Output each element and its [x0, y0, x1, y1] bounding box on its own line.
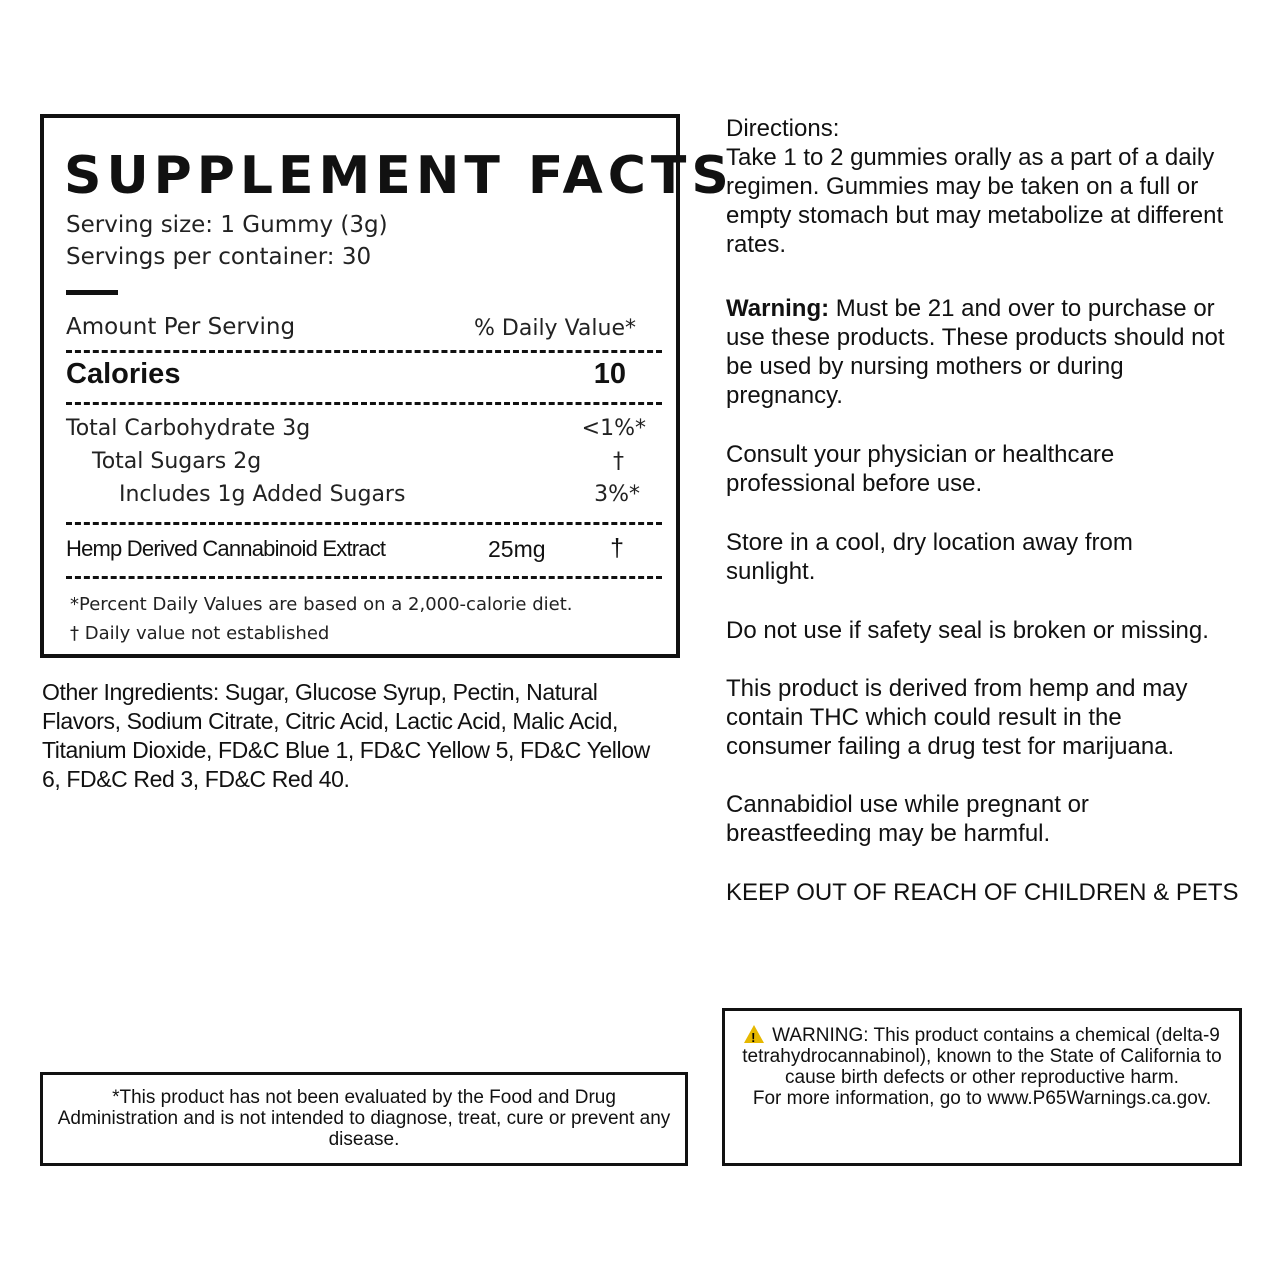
divider [66, 350, 662, 353]
directions-text: Take 1 to 2 gummies orally as a part of a daily regimen. Gummies may be taken on a full or empty stomach but may metabolize at different rates. [726, 144, 1224, 258]
cannabidiol-text: Cannabidiol use while pregnant or breastfeeding may be harmful. [726, 791, 1089, 847]
consult-text: Consult your physician or healthcare professional before use. [726, 441, 1115, 497]
servings-per-container: Servings per container: 30 [66, 244, 372, 270]
safety-seal-text: Do not use if safety seal is broken or missing. [726, 617, 1209, 644]
daily-value-header: % Daily Value* [474, 316, 636, 341]
calories-label: Calories [66, 358, 181, 390]
divider [66, 522, 662, 525]
footnote-not-established: † Daily value not established [70, 623, 330, 644]
storage-notice [726, 528, 1166, 586]
nutrient-dv: 3%* [594, 482, 640, 507]
nutrient-label: Includes 1g Added Sugars [119, 482, 406, 507]
divider [66, 402, 662, 405]
other-ingredients: Other Ingredients: Sugar, Glucose Syrup, Pectin, Natural Flavors, Sodium Citrate, Citric Acid, Lactic Acid, Malic Acid, Titanium Dioxide, FD&C Blue 1, FD&C Yellow 5, FD&C Yellow 6, FD&C Red 3, FD&C Red 40. [42, 679, 650, 792]
directions-section [726, 114, 1246, 259]
facts-title: SUPPLEMENT FACTS [64, 146, 734, 206]
prop65-text: WARNING: This product contains a chemical (delta-9 tetrahydrocannabinol), known to the State of California to cause birth defects or other reproductive harm. [742, 1025, 1222, 1088]
supplement-facts-panel [40, 114, 734, 658]
warning-label: Warning: [726, 295, 830, 322]
keep-out-text: KEEP OUT OF REACH OF CHILDREN & PETS [726, 879, 1239, 906]
nutrient-label: Total Carbohydrate 3g [66, 416, 311, 441]
calories-value: 10 [593, 358, 626, 390]
divider [66, 576, 662, 579]
divider [66, 290, 118, 295]
keep-out-notice [726, 878, 1246, 907]
footnote-daily-values: *Percent Daily Values are based on a 2,000-calorie diet. [70, 594, 573, 615]
safety-seal-notice [726, 616, 1246, 645]
nutrient-dv: † [613, 449, 624, 474]
storage-text: Store in a cool, dry location away from sunlight. [726, 529, 1133, 585]
amount-header: Amount Per Serving [66, 314, 296, 340]
hemp-extract-amount: 25mg [488, 536, 546, 562]
fda-disclaimer-box [40, 1072, 688, 1166]
cannabidiol-notice [726, 790, 1126, 848]
prop65-warning-box [722, 1008, 1242, 1166]
thc-notice-text: This product is derived from hemp and may contain THC which could result in the consumer failing a drug test for marijuana. [726, 675, 1188, 760]
hemp-extract-dv: † [610, 534, 624, 562]
directions-heading: Directions: [726, 115, 840, 142]
nutrient-dv: <1%* [581, 416, 646, 441]
nutrient-label: Total Sugars 2g [92, 449, 262, 474]
consult-notice [726, 440, 1166, 498]
fda-disclaimer-text: *This product has not been evaluated by the Food and Drug Administration and is not intended to diagnose, treat, cure or prevent any disease. [57, 1087, 671, 1150]
thc-notice [726, 674, 1226, 761]
warning-section [726, 294, 1246, 410]
serving-size: Serving size: 1 Gummy (3g) [66, 212, 388, 238]
prop65-more-info: For more information, go to www.P65Warnings.ca.gov. [752, 1088, 1212, 1109]
warning-text: Must be 21 and over to purchase or use these products. These products should not be used by nursing mothers or during pregnancy. [726, 295, 1225, 409]
hemp-extract-label: Hemp Derived Cannabinoid Extract [66, 536, 386, 561]
warning-triangle-icon [744, 1025, 764, 1043]
